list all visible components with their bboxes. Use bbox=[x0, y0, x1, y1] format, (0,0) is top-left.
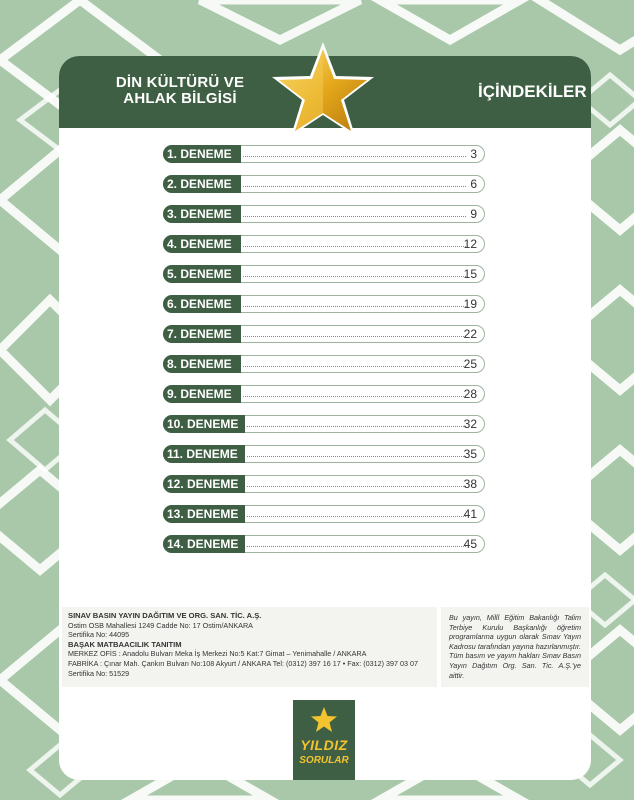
subject-title-line2: AHLAK BİLGİSİ bbox=[123, 90, 237, 107]
toc-leader bbox=[243, 156, 466, 157]
toc-leader bbox=[243, 366, 466, 367]
toc-page-number: 28 bbox=[463, 387, 477, 401]
toc-label: 3. DENEME bbox=[163, 205, 241, 223]
logo-line2: SORULAR bbox=[299, 755, 349, 766]
toc-leader bbox=[247, 516, 466, 517]
toc-leader bbox=[243, 186, 466, 187]
toc-page-number: 12 bbox=[463, 237, 477, 251]
toc-row[interactable] bbox=[163, 175, 486, 193]
toc-label: 7. DENEME bbox=[163, 325, 241, 343]
toc-row[interactable] bbox=[163, 295, 486, 313]
toc-page-number: 22 bbox=[463, 327, 477, 341]
publisher-address: Ostim OSB Mahallesi 1249 Cadde No: 17 Ostim/ANKARA bbox=[68, 620, 253, 630]
toc-row[interactable] bbox=[163, 415, 486, 433]
logo-line1: YILDIZ bbox=[300, 737, 348, 753]
brand-logo bbox=[293, 700, 355, 780]
publisher-certificate: Sertifika No: 44095 bbox=[68, 630, 130, 640]
toc-leader bbox=[247, 426, 466, 427]
printer-factory: FABRİKA : Çınar Mah. Çankırı Bulvarı No:108 Akyurt / ANKARA Tel: (0312) 397 16 17 • Fax: (0312) 397 03 07 bbox=[68, 658, 418, 668]
subject-title bbox=[95, 75, 265, 107]
toc-label: 11. DENEME bbox=[163, 445, 245, 463]
toc-label: 4. DENEME bbox=[163, 235, 241, 253]
toc-page-number: 3 bbox=[470, 147, 477, 161]
toc-page-number: 25 bbox=[463, 357, 477, 371]
subject-title-line1: DİN KÜLTÜRÜ VE bbox=[115, 74, 245, 91]
toc-row[interactable] bbox=[163, 265, 486, 283]
toc-row[interactable] bbox=[163, 355, 486, 373]
toc-page-number: 45 bbox=[463, 537, 477, 551]
toc-page-number: 6 bbox=[470, 177, 477, 191]
toc-label: 8. DENEME bbox=[163, 355, 241, 373]
publisher-name: SINAV BASIN YAYIN DAĞITIM VE ORG. SAN. TİC. A.Ş. bbox=[68, 611, 262, 620]
toc-label: 9. DENEME bbox=[163, 385, 241, 403]
toc-label: 1. DENEME bbox=[163, 145, 241, 163]
toc-label: 2. DENEME bbox=[163, 175, 241, 193]
toc-label: 10. DENEME bbox=[163, 415, 245, 433]
toc-page-number: 38 bbox=[463, 477, 477, 491]
toc-leader bbox=[243, 336, 466, 337]
toc-row[interactable] bbox=[163, 235, 486, 253]
toc-page-number: 32 bbox=[463, 417, 477, 431]
toc-leader bbox=[243, 306, 466, 307]
logo-star-icon bbox=[310, 706, 338, 734]
printer-office: MERKEZ OFİS : Anadolu Bulvarı Meka İş Merkezi No:5 Kat:7 Gimat – Yenimahalle / ANKARA bbox=[68, 649, 367, 659]
toc-page-number: 15 bbox=[463, 267, 477, 281]
toc-row[interactable] bbox=[163, 475, 486, 493]
toc-row[interactable] bbox=[163, 505, 486, 523]
printer-certificate: Sertifika No: 51529 bbox=[68, 668, 130, 678]
toc-leader bbox=[247, 486, 466, 487]
toc-row[interactable] bbox=[163, 535, 486, 553]
toc-leader bbox=[247, 546, 466, 547]
toc-leader bbox=[243, 276, 466, 277]
printer-name: BAŞAK MATBAACILIK TANITIM bbox=[68, 639, 182, 649]
toc-row[interactable] bbox=[163, 205, 486, 223]
toc-leader bbox=[243, 246, 466, 247]
toc-row[interactable] bbox=[163, 145, 486, 163]
toc-page-number: 19 bbox=[463, 297, 477, 311]
toc-leader bbox=[243, 216, 466, 217]
toc-page-number: 9 bbox=[470, 207, 477, 221]
contents-title: İÇİNDEKİLER bbox=[478, 82, 587, 101]
toc-leader bbox=[243, 396, 466, 397]
toc-label: 6. DENEME bbox=[163, 295, 241, 313]
toc-label: 5. DENEME bbox=[163, 265, 241, 283]
toc-label: 14. DENEME bbox=[163, 535, 245, 553]
toc-row[interactable] bbox=[163, 445, 486, 463]
toc-leader bbox=[247, 456, 466, 457]
toc-page-number: 41 bbox=[463, 507, 477, 521]
toc-page-number: 35 bbox=[463, 447, 477, 461]
gold-star-icon bbox=[268, 40, 378, 140]
toc-row[interactable] bbox=[163, 325, 486, 343]
publisher-info bbox=[62, 607, 437, 687]
toc-label: 12. DENEME bbox=[163, 475, 245, 493]
toc-label: 13. DENEME bbox=[163, 505, 245, 523]
copyright-note: Bu yayın, Millî Eğitim Bakanlığı Talim Terbiye Kurulu Başkanlığı öğretim programlarına uygun olarak Sınav Yayın Kadrosu tarafından yayına hazırlanmıştır. Tüm basım ve yayım hakları Sınav Basın Yayın Dağıtım Org. San. Tic. A.Ş.'ye aittir. bbox=[441, 607, 589, 687]
toc-row[interactable] bbox=[163, 385, 486, 403]
